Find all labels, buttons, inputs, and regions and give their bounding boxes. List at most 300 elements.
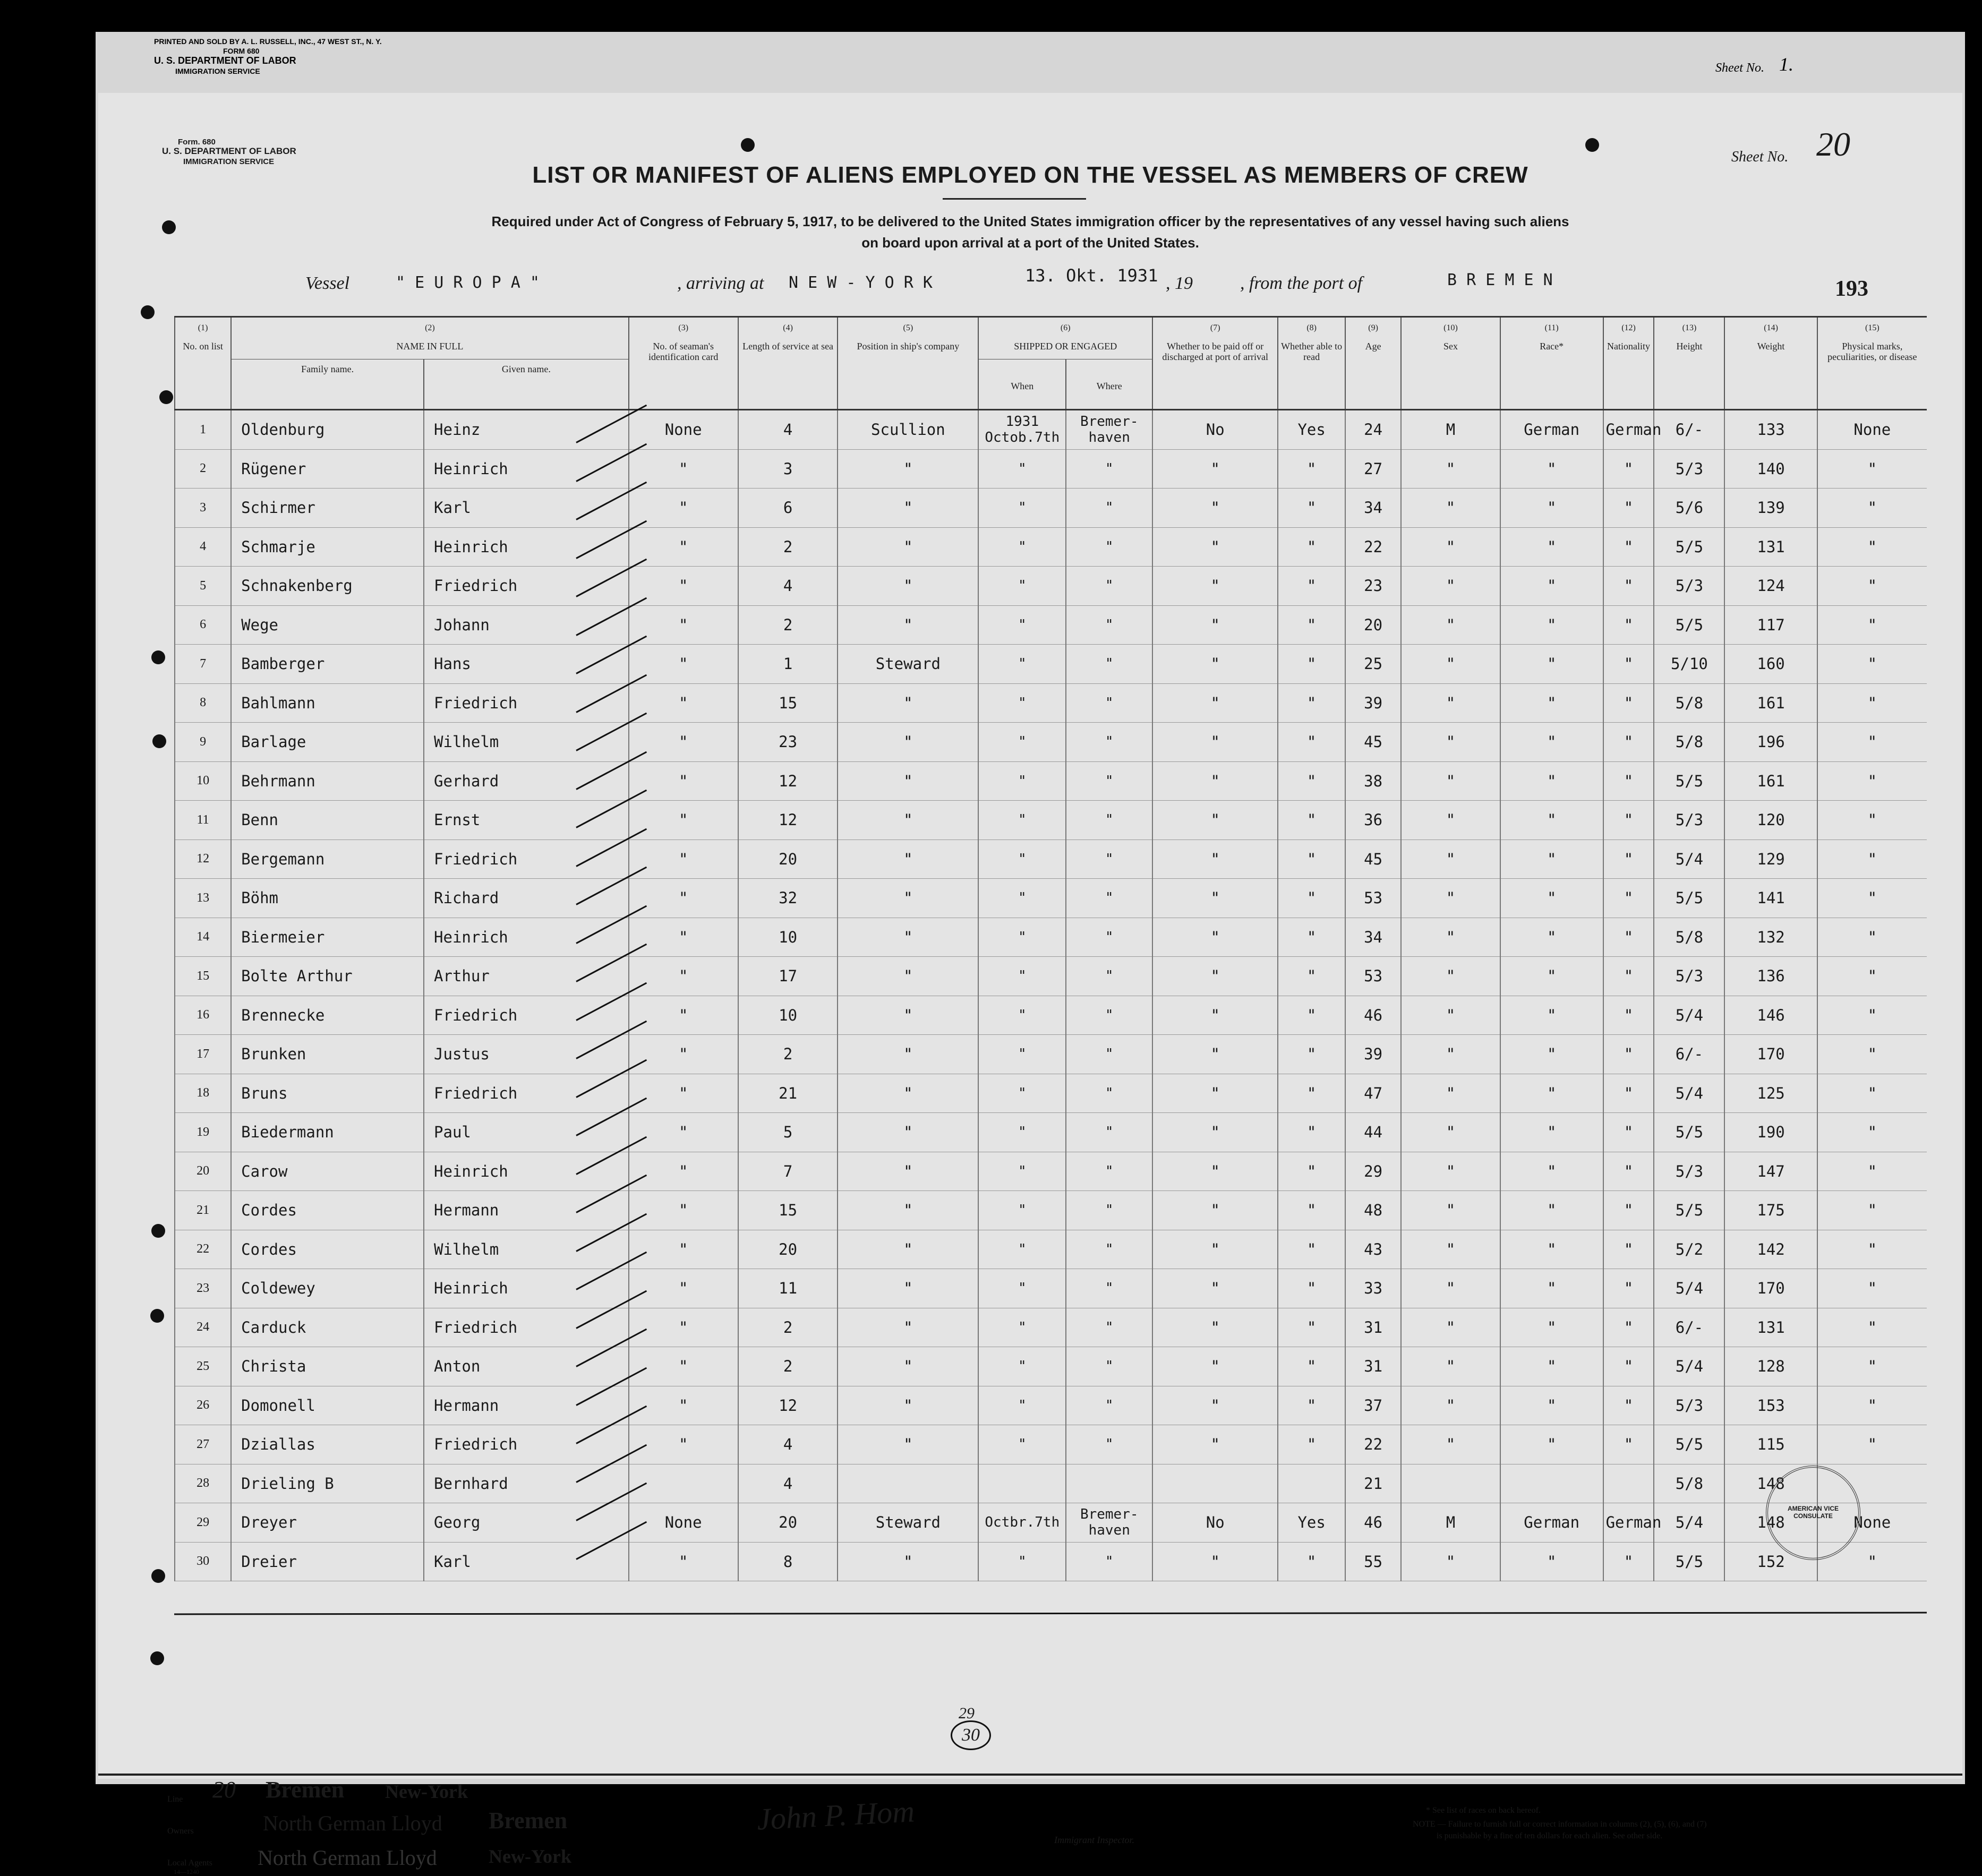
- cell-race: ": [1500, 723, 1603, 762]
- cell-sex: ": [1401, 957, 1500, 996]
- cell-sex: ": [1401, 1386, 1500, 1425]
- cell-no: 7: [175, 645, 231, 684]
- cell-read: ": [1278, 1425, 1345, 1464]
- cell-family: Wege: [231, 605, 424, 645]
- cell-card: ": [629, 918, 738, 957]
- col-race-header: (11) Race*: [1500, 317, 1603, 410]
- table-body: [175, 410, 1927, 1581]
- cell-where: ": [1066, 1035, 1152, 1074]
- cell-race: [1500, 1464, 1603, 1503]
- cell-no: 18: [175, 1074, 231, 1113]
- cell-sex: ": [1401, 1152, 1500, 1191]
- back-form-no: FORM 680: [223, 47, 260, 55]
- col-no-header: (1) No. on list: [175, 317, 231, 410]
- table-row: [175, 567, 1927, 606]
- cell-race: ": [1500, 1308, 1603, 1347]
- cell-read: ": [1278, 801, 1345, 840]
- cell-family: Coldewey: [231, 1269, 424, 1308]
- table-row: [175, 957, 1927, 996]
- col-service-header: (4) Length of service at sea: [738, 317, 838, 410]
- cell-weight: 128: [1724, 1347, 1817, 1386]
- cell-race: ": [1500, 996, 1603, 1035]
- cell-paid: ": [1152, 449, 1278, 489]
- cell-nationality: ": [1603, 1152, 1654, 1191]
- cell-card: ": [629, 1191, 738, 1230]
- total-upper: 29: [959, 1704, 975, 1722]
- punch-hole: [159, 390, 173, 404]
- cell-when: ": [978, 1269, 1066, 1308]
- cell-when: ": [978, 840, 1066, 879]
- cell-position: ": [838, 918, 978, 957]
- cell-where: ": [1066, 645, 1152, 684]
- cell-weight: 160: [1724, 645, 1817, 684]
- cell-marks: ": [1817, 761, 1927, 801]
- cell-height: 5/2: [1654, 1230, 1724, 1269]
- cell-age: 44: [1345, 1113, 1401, 1152]
- cell-given: Ernst: [424, 801, 629, 840]
- cell-family: Christa: [231, 1347, 424, 1386]
- cell-service: 20: [738, 840, 838, 879]
- cell-position: ": [838, 1035, 978, 1074]
- cell-marks: ": [1817, 683, 1927, 723]
- manifest-sheet: [98, 93, 1962, 1875]
- cell-where: ": [1066, 996, 1152, 1035]
- cell-weight: 152: [1724, 1542, 1817, 1581]
- cell-weight: 148: [1724, 1503, 1817, 1543]
- cell-family: Drieling B: [231, 1464, 424, 1503]
- cell-position: ": [838, 996, 978, 1035]
- cell-marks: ": [1817, 1035, 1927, 1074]
- cell-position: Steward: [838, 645, 978, 684]
- cell-when: ": [978, 489, 1066, 528]
- cell-card: ": [629, 605, 738, 645]
- cell-when: ": [978, 1347, 1066, 1386]
- table-row: [175, 840, 1927, 879]
- cell-age: 31: [1345, 1347, 1401, 1386]
- cell-given: Hans: [424, 645, 629, 684]
- cell-weight: 146: [1724, 996, 1817, 1035]
- cell-position: ": [838, 489, 978, 528]
- cell-age: 21: [1345, 1464, 1401, 1503]
- cell-paid: ": [1152, 840, 1278, 879]
- cell-no: 10: [175, 761, 231, 801]
- cell-given: Friedrich: [424, 567, 629, 606]
- cell-given: Wilhelm: [424, 723, 629, 762]
- cell-service: 8: [738, 1542, 838, 1581]
- cell-position: ": [838, 1230, 978, 1269]
- cell-service: 5: [738, 1113, 838, 1152]
- cell-sex: ": [1401, 527, 1500, 567]
- cell-age: 27: [1345, 449, 1401, 489]
- cell-read: ": [1278, 1347, 1345, 1386]
- cell-sex: ": [1401, 683, 1500, 723]
- cell-family: Bamberger: [231, 645, 424, 684]
- cell-age: 48: [1345, 1191, 1401, 1230]
- arriving-port: N E W - Y O R K: [789, 273, 933, 292]
- cell-age: 33: [1345, 1269, 1401, 1308]
- cell-weight: 161: [1724, 683, 1817, 723]
- cell-paid: ": [1152, 918, 1278, 957]
- cell-position: ": [838, 527, 978, 567]
- cell-nationality: ": [1603, 1074, 1654, 1113]
- cell-no: 9: [175, 723, 231, 762]
- cell-card: ": [629, 1074, 738, 1113]
- cell-no: 21: [175, 1191, 231, 1230]
- cell-service: 12: [738, 801, 838, 840]
- table-row: [175, 1425, 1927, 1464]
- cell-where: ": [1066, 1191, 1152, 1230]
- cell-given: Hermann: [424, 1191, 629, 1230]
- subtitle-line-1: Required under Act of Congress of February 5, 1917, to be delivered to the United States immigration officer by the representatives of any vessel having such aliens: [491, 213, 1569, 229]
- cell-height: 5/4: [1654, 1074, 1724, 1113]
- cell-card: ": [629, 1152, 738, 1191]
- cell-when: ": [978, 1308, 1066, 1347]
- cell-weight: 153: [1724, 1386, 1817, 1425]
- cell-marks: ": [1817, 645, 1927, 684]
- cell-age: 53: [1345, 957, 1401, 996]
- cell-marks: ": [1817, 957, 1927, 996]
- cell-card: ": [629, 449, 738, 489]
- cell-age: 39: [1345, 683, 1401, 723]
- cell-paid: ": [1152, 1113, 1278, 1152]
- cell-marks: ": [1817, 918, 1927, 957]
- departure-port: B R E M E N: [1447, 271, 1553, 289]
- cell-card: None: [629, 1503, 738, 1543]
- cell-race: ": [1500, 761, 1603, 801]
- cell-height: 5/5: [1654, 1191, 1724, 1230]
- footer-rule: [98, 1774, 1962, 1776]
- cell-no: 27: [175, 1425, 231, 1464]
- cell-family: Cordes: [231, 1191, 424, 1230]
- cell-marks: ": [1817, 1425, 1927, 1464]
- cell-read: ": [1278, 879, 1345, 918]
- cell-marks: ": [1817, 1347, 1927, 1386]
- cell-paid: ": [1152, 1269, 1278, 1308]
- cell-service: 15: [738, 683, 838, 723]
- cell-weight: 115: [1724, 1425, 1817, 1464]
- cell-family: Bruns: [231, 1074, 424, 1113]
- arriving-label: , arriving at: [677, 273, 764, 293]
- table-header: [175, 317, 1927, 410]
- cell-where: ": [1066, 1269, 1152, 1308]
- cell-nationality: ": [1603, 957, 1654, 996]
- cell-marks: ": [1817, 879, 1927, 918]
- cell-read: ": [1278, 1191, 1345, 1230]
- cell-read: ": [1278, 957, 1345, 996]
- cell-marks: ": [1817, 801, 1927, 840]
- punch-hole: [151, 650, 165, 664]
- cell-height: 5/10: [1654, 645, 1724, 684]
- cell-position: ": [838, 1152, 978, 1191]
- table-row: [175, 1503, 1927, 1543]
- cell-no: 16: [175, 996, 231, 1035]
- cell-marks: ": [1817, 567, 1927, 606]
- cell-card: ": [629, 761, 738, 801]
- table-row: [175, 801, 1927, 840]
- cell-when: ": [978, 605, 1066, 645]
- cell-nationality: ": [1603, 1386, 1654, 1425]
- cell-position: ": [838, 840, 978, 879]
- cell-card: ": [629, 1230, 738, 1269]
- cell-read: ": [1278, 645, 1345, 684]
- cell-nationality: German: [1603, 1503, 1654, 1543]
- cell-card: ": [629, 957, 738, 996]
- cell-position: ": [838, 957, 978, 996]
- cell-no: 14: [175, 918, 231, 957]
- cell-position: ": [838, 1308, 978, 1347]
- cell-marks: ": [1817, 1230, 1927, 1269]
- cell-marks: ": [1817, 449, 1927, 489]
- cell-marks: ": [1817, 1113, 1927, 1152]
- cell-paid: ": [1152, 879, 1278, 918]
- cell-height: 5/6: [1654, 489, 1724, 528]
- cell-race: ": [1500, 645, 1603, 684]
- cell-no: 29: [175, 1503, 231, 1543]
- col-where-header: Where: [1066, 359, 1152, 410]
- cell-read: ": [1278, 567, 1345, 606]
- cell-family: Bolte Arthur: [231, 957, 424, 996]
- cell-given: Karl: [424, 1542, 629, 1581]
- cell-nationality: ": [1603, 449, 1654, 489]
- cell-weight: 170: [1724, 1269, 1817, 1308]
- punch-hole: [141, 305, 155, 319]
- cell-paid: ": [1152, 1542, 1278, 1581]
- cell-nationality: ": [1603, 1191, 1654, 1230]
- cell-given: Bernhard: [424, 1464, 629, 1503]
- cell-card: ": [629, 527, 738, 567]
- cell-read: ": [1278, 605, 1345, 645]
- cell-read: ": [1278, 1074, 1345, 1113]
- cell-height: 5/5: [1654, 1425, 1724, 1464]
- cell-race: ": [1500, 1347, 1603, 1386]
- cell-age: 31: [1345, 1308, 1401, 1347]
- cell-no: 23: [175, 1269, 231, 1308]
- cell-service: 15: [738, 1191, 838, 1230]
- cell-read: [1278, 1464, 1345, 1503]
- cell-no: 22: [175, 1230, 231, 1269]
- cell-race: ": [1500, 567, 1603, 606]
- form-no: Form. 680: [178, 138, 216, 147]
- cell-height: 5/4: [1654, 1269, 1724, 1308]
- cell-position: ": [838, 683, 978, 723]
- cell-race: ": [1500, 605, 1603, 645]
- cell-given: Johann: [424, 605, 629, 645]
- cell-height: 5/3: [1654, 1152, 1724, 1191]
- cell-paid: ": [1152, 723, 1278, 762]
- cell-weight: 125: [1724, 1074, 1817, 1113]
- cell-height: 5/8: [1654, 918, 1724, 957]
- cell-card: ": [629, 1347, 738, 1386]
- cell-read: ": [1278, 1542, 1345, 1581]
- cell-paid: ": [1152, 1074, 1278, 1113]
- cell-card: ": [629, 645, 738, 684]
- cell-height: 5/5: [1654, 605, 1724, 645]
- cell-age: 37: [1345, 1386, 1401, 1425]
- cell-height: 5/3: [1654, 449, 1724, 489]
- cell-card: ": [629, 1035, 738, 1074]
- cell-paid: ": [1152, 645, 1278, 684]
- cell-service: 10: [738, 996, 838, 1035]
- cell-nationality: ": [1603, 996, 1654, 1035]
- cell-nationality: ": [1603, 1425, 1654, 1464]
- cell-weight: 139: [1724, 489, 1817, 528]
- cell-family: Dreyer: [231, 1503, 424, 1543]
- cell-race: ": [1500, 1230, 1603, 1269]
- cell-family: Dziallas: [231, 1425, 424, 1464]
- cell-race: ": [1500, 879, 1603, 918]
- cell-service: 2: [738, 1308, 838, 1347]
- cell-nationality: ": [1603, 918, 1654, 957]
- cell-when: ": [978, 957, 1066, 996]
- cell-weight: 142: [1724, 1230, 1817, 1269]
- cell-family: Rügener: [231, 449, 424, 489]
- cell-service: 11: [738, 1269, 838, 1308]
- cell-card: ": [629, 1308, 738, 1347]
- cell-weight: 124: [1724, 567, 1817, 606]
- back-sheet-label: Sheet No.: [1715, 61, 1764, 75]
- cell-marks: ": [1817, 1269, 1927, 1308]
- cell-when: ": [978, 567, 1066, 606]
- cell-race: German: [1500, 410, 1603, 450]
- cell-where: ": [1066, 1113, 1152, 1152]
- cell-race: ": [1500, 1035, 1603, 1074]
- cell-weight: 141: [1724, 879, 1817, 918]
- cell-family: Barlage: [231, 723, 424, 762]
- col-height-header: (13) Height: [1654, 317, 1724, 410]
- cell-position: [838, 1464, 978, 1503]
- table-row: [175, 449, 1927, 489]
- cell-service: 2: [738, 1347, 838, 1386]
- cell-no: 3: [175, 489, 231, 528]
- cell-age: 23: [1345, 567, 1401, 606]
- cell-race: ": [1500, 918, 1603, 957]
- cell-service: 21: [738, 1074, 838, 1113]
- cell-sex: ": [1401, 1542, 1500, 1581]
- cell-marks: ": [1817, 605, 1927, 645]
- back-sheet-no: 1.: [1779, 54, 1793, 75]
- cell-card: ": [629, 1542, 738, 1581]
- cell-service: 4: [738, 1464, 838, 1503]
- cell-read: ": [1278, 723, 1345, 762]
- cell-nationality: ": [1603, 527, 1654, 567]
- cell-marks: ": [1817, 840, 1927, 879]
- cell-family: Dreier: [231, 1542, 424, 1581]
- cell-nationality: ": [1603, 723, 1654, 762]
- table-row: [175, 1269, 1927, 1308]
- cell-position: ": [838, 723, 978, 762]
- cell-family: Brunken: [231, 1035, 424, 1074]
- col-nationality-header: (12) Nationality: [1603, 317, 1654, 410]
- cell-nationality: ": [1603, 801, 1654, 840]
- cell-given: Karl: [424, 489, 629, 528]
- cell-service: 2: [738, 605, 838, 645]
- cell-family: Schmarje: [231, 527, 424, 567]
- title-underline: [943, 198, 1086, 200]
- col-given-header: Given name.: [424, 359, 629, 410]
- cell-height: 5/8: [1654, 723, 1724, 762]
- cell-nationality: ": [1603, 1308, 1654, 1347]
- line-handwritten: 20: [212, 1777, 236, 1803]
- cell-nationality: ": [1603, 1542, 1654, 1581]
- cell-weight: 132: [1724, 918, 1817, 957]
- cell-no: 5: [175, 567, 231, 606]
- punch-hole: [1585, 138, 1599, 152]
- cell-weight: 161: [1724, 761, 1817, 801]
- cell-when: ": [978, 1152, 1066, 1191]
- cell-given: Arthur: [424, 957, 629, 996]
- cell-race: German: [1500, 1503, 1603, 1543]
- page-title: LIST OR MANIFEST OF ALIENS EMPLOYED ON THE VESSEL AS MEMBERS OF CREW: [532, 162, 1528, 188]
- cell-position: ": [838, 801, 978, 840]
- cell-service: 20: [738, 1230, 838, 1269]
- cell-card: ": [629, 1269, 738, 1308]
- cell-paid: ": [1152, 1152, 1278, 1191]
- cell-family: Schirmer: [231, 489, 424, 528]
- cell-no: 11: [175, 801, 231, 840]
- cell-where: ": [1066, 918, 1152, 957]
- cell-age: 46: [1345, 996, 1401, 1035]
- cell-height: 6/-: [1654, 410, 1724, 450]
- cell-age: 34: [1345, 489, 1401, 528]
- cell-where: ": [1066, 840, 1152, 879]
- cell-family: Biedermann: [231, 1113, 424, 1152]
- cell-nationality: ": [1603, 1113, 1654, 1152]
- cell-height: 5/8: [1654, 1464, 1724, 1503]
- cell-given: Friedrich: [424, 840, 629, 879]
- cell-no: 15: [175, 957, 231, 996]
- cell-read: ": [1278, 1386, 1345, 1425]
- cell-read: ": [1278, 527, 1345, 567]
- cell-service: 12: [738, 1386, 838, 1425]
- punch-hole: [150, 1651, 164, 1665]
- total-lower: 30: [951, 1720, 991, 1750]
- cell-when: ": [978, 1386, 1066, 1425]
- cell-weight: 170: [1724, 1035, 1817, 1074]
- cell-when: ": [978, 723, 1066, 762]
- cell-given: Heinrich: [424, 1152, 629, 1191]
- cell-paid: ": [1152, 1035, 1278, 1074]
- cell-family: Benn: [231, 801, 424, 840]
- cell-given: Anton: [424, 1347, 629, 1386]
- cell-sex: ": [1401, 1113, 1500, 1152]
- col-name-header: (2) NAME IN FULL: [231, 317, 628, 359]
- table-row: [175, 645, 1927, 684]
- cell-read: ": [1278, 1113, 1345, 1152]
- cell-when: [978, 1464, 1066, 1503]
- cell-position: ": [838, 879, 978, 918]
- table-row: [175, 1308, 1927, 1347]
- cell-sex: M: [1401, 410, 1500, 450]
- table-row: [175, 1152, 1927, 1191]
- cell-race: ": [1500, 840, 1603, 879]
- cell-sex: ": [1401, 489, 1500, 528]
- cell-card: ": [629, 567, 738, 606]
- cell-marks: ": [1817, 1152, 1927, 1191]
- cell-position: ": [838, 1425, 978, 1464]
- cell-family: Schnakenberg: [231, 567, 424, 606]
- page-number: 193: [1835, 277, 1868, 301]
- cell-given: Justus: [424, 1035, 629, 1074]
- cell-sex: ": [1401, 801, 1500, 840]
- cell-family: Domonell: [231, 1386, 424, 1425]
- cell-when: ": [978, 1425, 1066, 1464]
- cell-where: ": [1066, 605, 1152, 645]
- cell-sex: ": [1401, 449, 1500, 489]
- cell-height: 5/4: [1654, 1347, 1724, 1386]
- cell-position: ": [838, 1113, 978, 1152]
- cell-service: 2: [738, 527, 838, 567]
- cell-family: Böhm: [231, 879, 424, 918]
